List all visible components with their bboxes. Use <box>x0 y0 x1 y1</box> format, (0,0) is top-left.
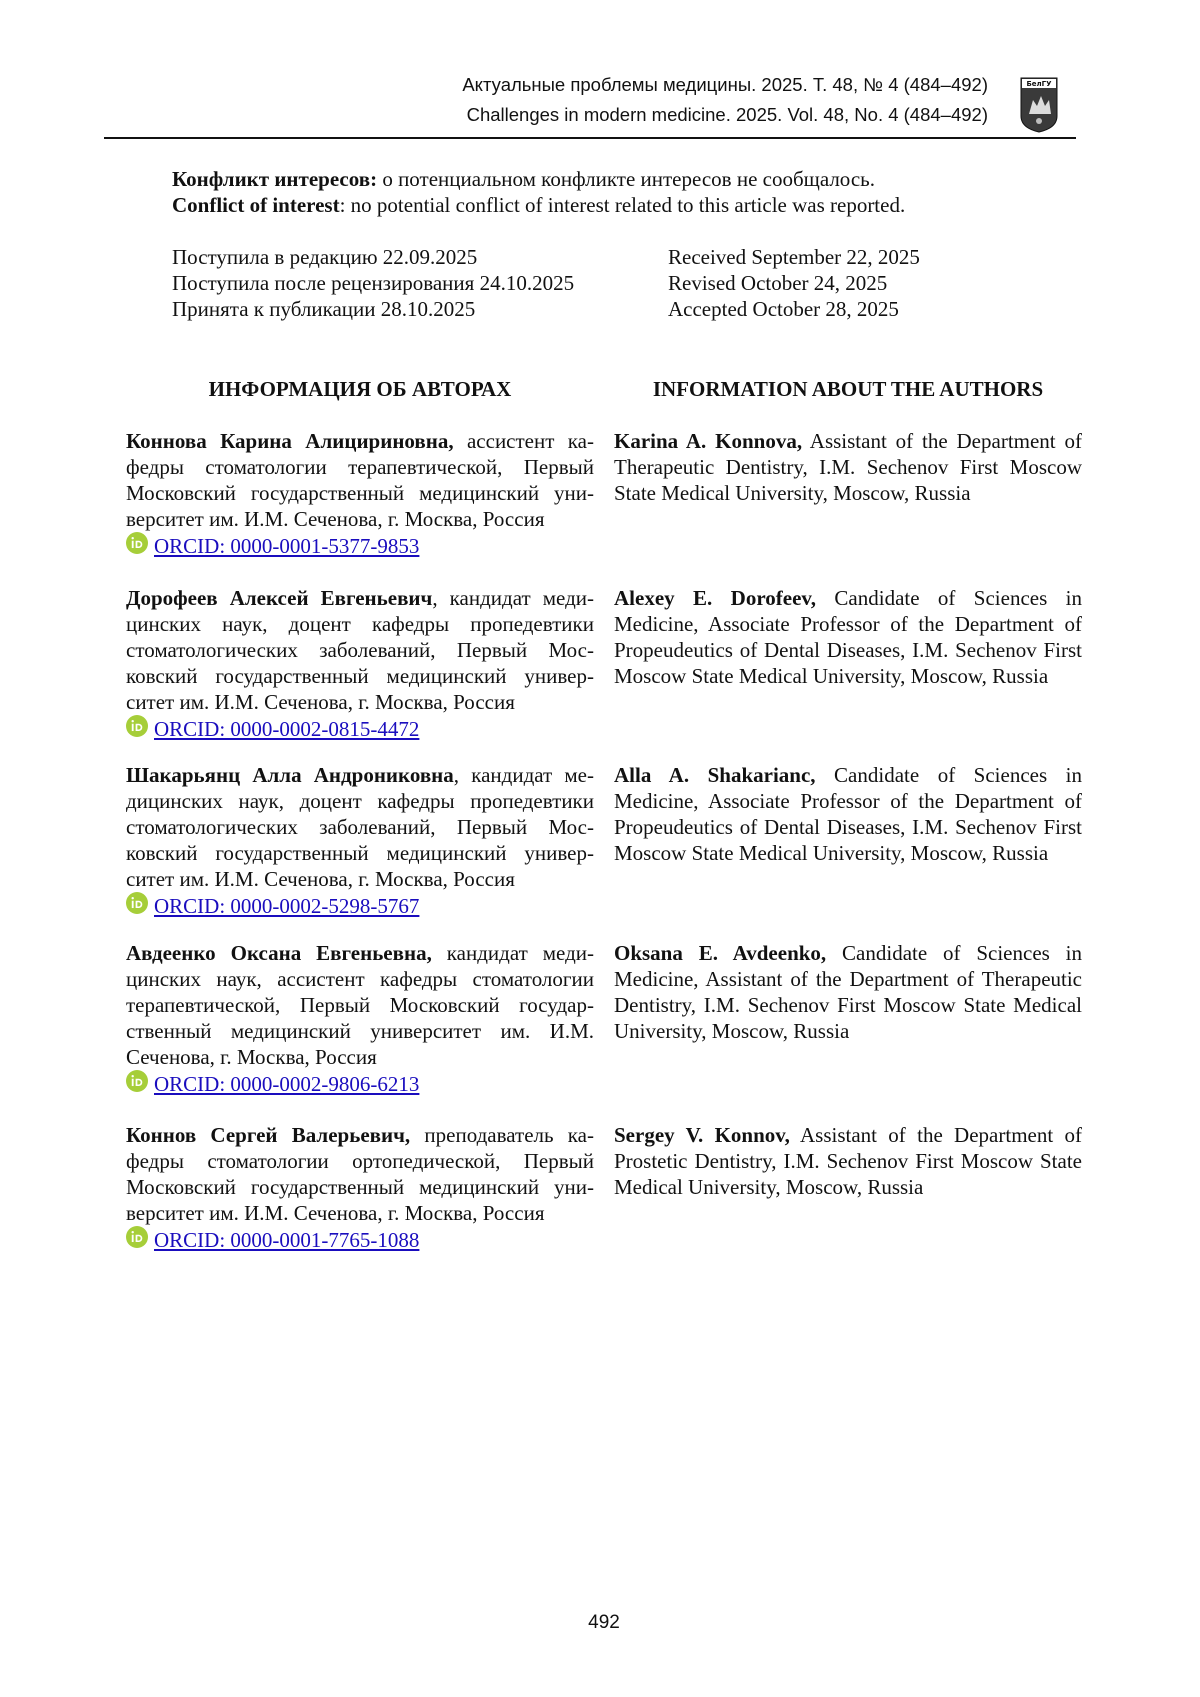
orcid-icon <box>126 1070 148 1092</box>
author-name-ru: Авдеенко Оксана Евгеньевна, <box>126 941 432 965</box>
date-accepted-en: Accepted October 28, 2025 <box>668 297 899 321</box>
orcid-link[interactable]: ORCID: 0000-0002-0815-4472 <box>154 717 420 741</box>
author-affiliation-ru: , кандидат медицинских наук, доцент кафедры пропедевтики стоматологических заболеваний, Первый Московский государственный медицинский университет им. И.М. Сеченова, г. Москва, Россия <box>126 586 595 714</box>
author-ru-2 <box>126 585 594 743</box>
journal-citation-ru: Актуальные проблемы медицины. 2025. Т. 48, № 4 (484–492) <box>462 74 988 95</box>
conflict-en-text: : no potential conflict of interest related to this article was reported. <box>339 193 906 217</box>
orcid-icon <box>126 715 148 737</box>
author-name-en: Karina A. Konnova, <box>614 429 803 453</box>
date-revised-en: Revised October 24, 2025 <box>668 271 888 295</box>
date-revised-ru: Поступила после рецензирования 24.10.2025 <box>172 271 575 295</box>
orcid-row <box>126 715 594 743</box>
orcid-link[interactable]: ORCID: 0000-0002-9806-6213 <box>154 1072 420 1096</box>
author-name-ru: Коннова Карина Алицириновна, <box>126 429 454 453</box>
conflict-of-interest <box>172 166 1072 218</box>
author-en-1 <box>614 428 1082 506</box>
svg-text:БелГУ: БелГУ <box>1026 80 1052 88</box>
conflict-ru-text: о потенциальном конфликте интересов не сообщалось. <box>377 167 875 191</box>
page-number: 492 <box>588 1612 620 1633</box>
author-affiliation-en: Candidate of Sciences in Medicine, Assistant of the Department of Therapeutic Dentistry, I.M. Sechenov First Moscow State Medical University, Moscow, Russia <box>614 941 1082 1043</box>
author-en-2 <box>614 585 1082 689</box>
dates-ru <box>172 244 632 322</box>
conflict-ru-label: Конфликт интересов: <box>172 167 378 191</box>
date-accepted-ru: Принята к публикации 28.10.2025 <box>172 297 476 321</box>
author-ru-4 <box>126 940 594 1098</box>
author-name-en: Sergey V. Konnov, <box>614 1123 790 1147</box>
orcid-row <box>126 1226 594 1254</box>
orcid-row <box>126 892 594 920</box>
orcid-link[interactable]: ORCID: 0000-0001-7765-1088 <box>154 1228 420 1252</box>
date-received-ru: Поступила в редакцию 22.09.2025 <box>172 245 478 269</box>
author-ru-5 <box>126 1122 594 1254</box>
journal-citation-en: Challenges in modern medicine. 2025. Vol. 48, No. 4 (484–492) <box>466 104 988 125</box>
dates-en <box>668 244 1088 322</box>
conflict-ru <box>172 166 1072 192</box>
author-name-ru: Дорофеев Алексей Евгеньевич <box>126 586 433 610</box>
author-en-3 <box>614 762 1082 866</box>
journal-logo <box>1019 76 1059 134</box>
author-ru-3 <box>126 762 594 920</box>
conflict-en-label: Conflict of interest <box>172 193 340 217</box>
orcid-icon <box>126 532 148 554</box>
author-affiliation-en: Assistant of the Department of Therapeutic Dentistry, I.M. Sechenov First Moscow State Medical University, Moscow, Russia <box>614 429 1082 505</box>
conflict-en <box>172 192 1072 218</box>
author-en-4 <box>614 940 1082 1044</box>
author-name-en: Alexey E. Dorofeev, <box>614 586 817 610</box>
authors-section-title-ru: ИНФОРМАЦИЯ ОБ АВТОРАХ <box>208 377 512 401</box>
author-affiliation-ru: ассистент кафедры стоматологии терапевтической, Первый Московский государственный медицинский университет им. И.М. Сеченова, г. Москва, Россия <box>126 429 594 531</box>
header-rule <box>104 137 1076 139</box>
orcid-icon <box>126 1226 148 1248</box>
authors-section-title-en: INFORMATION ABOUT THE AUTHORS <box>652 377 1044 401</box>
author-en-5 <box>614 1122 1082 1200</box>
author-affiliation-ru: преподаватель кафедры стоматологии ортопедической, Первый Московский государственный медицинский университет им. И.М. Сеченова, г. Москва, Россия <box>126 1123 595 1225</box>
author-name-ru: Коннов Сергей Валерьевич, <box>126 1123 411 1147</box>
author-affiliation-en: Assistant of the Department of Prostetic Dentistry, I.M. Sechenov First Moscow State Medical University, Moscow, Russia <box>614 1123 1082 1199</box>
author-name-en: Oksana E. Avdeenko, <box>614 941 827 965</box>
author-name-ru: Шакарьянц Алла Андрониковна <box>126 763 454 787</box>
orcid-row <box>126 532 594 560</box>
author-ru-1 <box>126 428 594 560</box>
author-affiliation-en: Candidate of Sciences in Medicine, Associate Professor of the Department of Propeudeutics of Dental Diseases, I.M. Sechenov First Moscow State Medical University, Moscow, Russia <box>614 763 1082 865</box>
orcid-link[interactable]: ORCID: 0000-0001-5377-9853 <box>154 534 420 558</box>
author-affiliation-ru: кандидат медицинских наук, ассистент кафедры стоматологии терапевтической, Первый Московский государственный медицинский университет им. И.М. Сеченова, г. Москва, Россия <box>126 941 595 1069</box>
orcid-icon <box>126 892 148 914</box>
running-header <box>0 70 988 130</box>
author-affiliation-en: Candidate of Sciences in Medicine, Associate Professor of the Department of Propeudeutics of Dental Diseases, I.M. Sechenov First Moscow State Medical University, Moscow, Russia <box>614 586 1083 688</box>
author-name-en: Alla A. Shakarianc, <box>614 763 816 787</box>
author-affiliation-ru: , кандидат медицинских наук, доцент кафедры пропедевтики стоматологических заболеваний, Первый Московский государственный медицинский университет им. И.М. Сеченова, г. Москва, Россия <box>126 763 594 891</box>
orcid-link[interactable]: ORCID: 0000-0002-5298-5767 <box>154 894 420 918</box>
date-received-en: Received September 22, 2025 <box>668 245 920 269</box>
orcid-row <box>126 1070 594 1098</box>
